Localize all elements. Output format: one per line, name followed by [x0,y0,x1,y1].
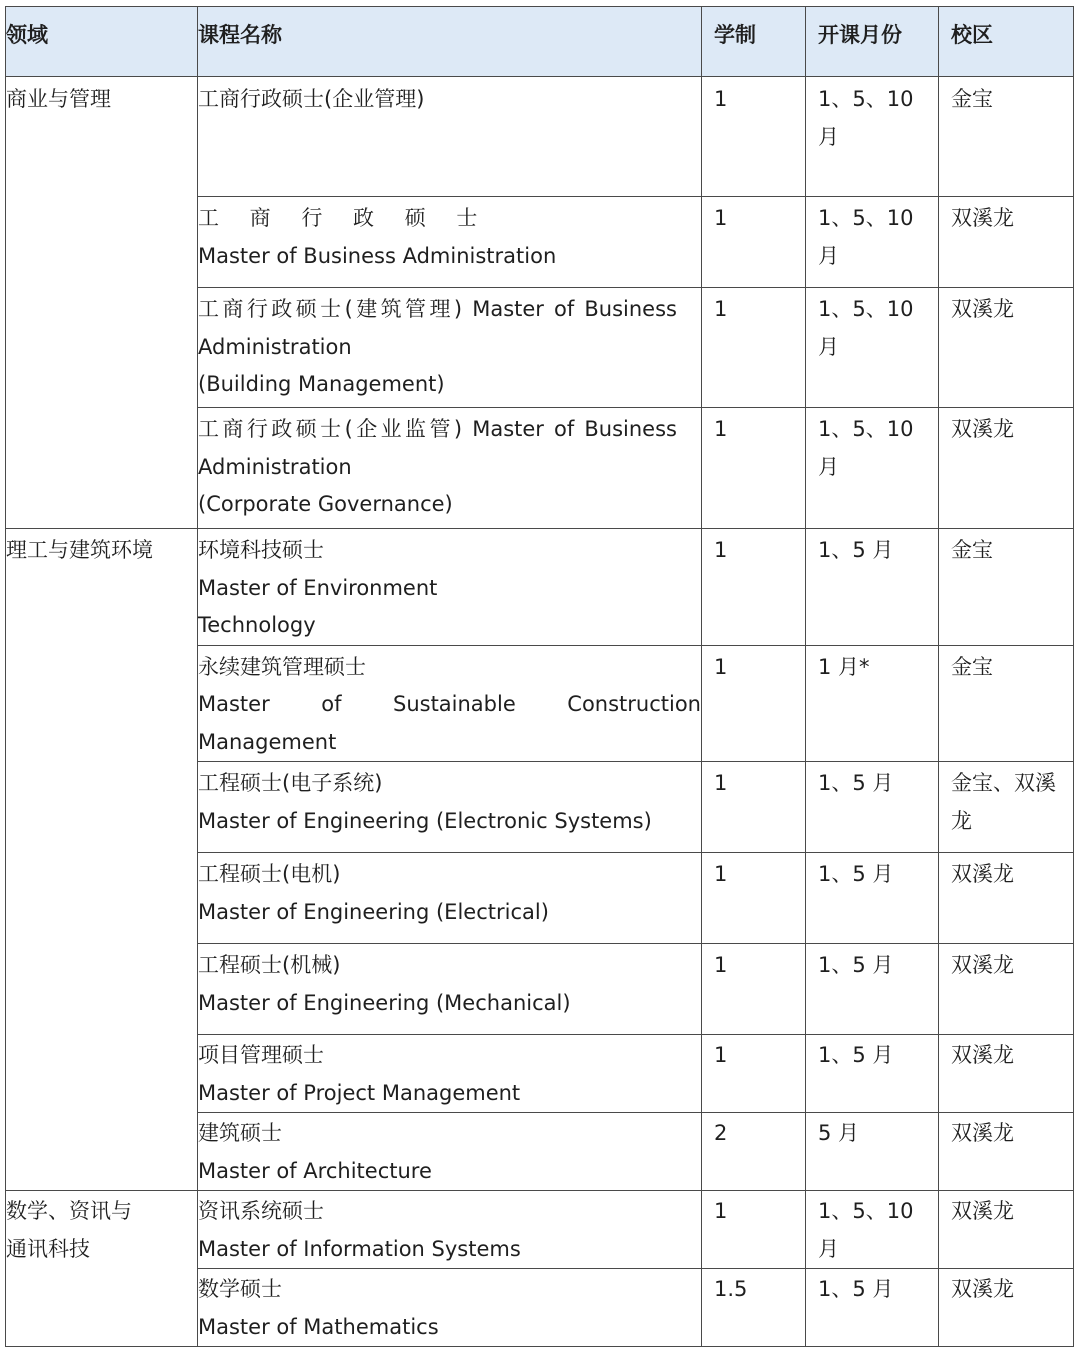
campus-cell: 双溪龙 [939,197,1074,288]
course-name-cell [198,197,702,288]
duration-cell: 1 [702,288,806,408]
course-name-en: Master of Mathematics [198,1314,439,1339]
course-name-en: Master of Environment [198,575,438,600]
campus-line: 金宝、双溪 [951,771,1056,795]
course-name-cell [198,1269,702,1347]
course-name-en: Master of Sustainable Construction [198,692,701,716]
course-name-cell [198,1113,702,1191]
course-name-cn: 工程硕士(机械) [198,953,341,977]
course-name-en: Administration [198,454,352,479]
campus-line: 龙 [951,808,972,833]
course-name-cell [198,944,702,1035]
course-name-cell [198,77,702,197]
duration-cell: 1 [702,408,806,529]
campus-cell: 金宝 [939,529,1074,646]
course-name-cell [198,762,702,853]
campus-cell: 双溪龙 [939,1113,1074,1191]
course-name-en: Master of Information Systems [198,1236,521,1261]
duration-cell: 1 [702,1191,806,1269]
duration-cell: 1 [702,529,806,646]
intake-cell: 1、5、10 月 [806,288,939,408]
course-name-cell [198,1035,702,1113]
field-label: 理工与建筑环境 [6,538,153,562]
course-name-cn: 工商行政硕士(建筑管理) Master of Business [198,297,677,321]
table-row [6,77,1074,197]
field-cell-business [6,77,198,529]
header-intake-month: 开课月份 [806,7,939,77]
course-name-cn: 资讯系统硕士 [198,1199,324,1223]
course-name-en-sub: Management [198,729,337,754]
campus-cell: 双溪龙 [939,853,1074,944]
course-name-cell [198,1191,702,1269]
intake-cell: 1、5、10 月 [806,408,939,529]
course-name-en: Administration [198,334,352,359]
course-name-en: Master of Business Administration [198,243,557,268]
table-row [6,1191,1074,1269]
duration-cell: 1 [702,197,806,288]
campus-cell: 金宝 [939,645,1074,762]
duration-cell: 1 [702,944,806,1035]
field-label: 通讯科技 [6,1236,90,1261]
course-name-cn: 环境科技硕士 [198,538,324,562]
course-name-cn: 工程硕士(电机) [198,862,341,886]
course-name-cn: 工商行政硕士(企业监管) Master of Business [198,417,677,441]
campus-cell: 金宝 [939,77,1074,197]
course-name-en-sub: Technology [198,613,316,637]
intake-cell: 5 月 [806,1113,939,1191]
duration-cell: 1 [702,645,806,762]
course-name-en-sub: (Building Management) [198,372,445,396]
header-row [6,7,1074,77]
duration-cell: 2 [702,1113,806,1191]
course-name-en-sub: (Corporate Governance) [198,492,453,516]
course-name-cn: 项目管理硕士 [198,1043,324,1067]
field-label: 数学、资讯与 [6,1199,132,1223]
campus-cell: 双溪龙 [939,944,1074,1035]
intake-cell: 1、5 月 [806,529,939,646]
intake-cell: 1、5 月 [806,1269,939,1347]
course-name-cn: 工程硕士(电子系统) [198,771,383,795]
duration-cell: 1 [702,853,806,944]
duration-cell: 1 [702,77,806,197]
intake-cell: 1、5、10 月 [806,1191,939,1269]
course-name-cell [198,853,702,944]
duration-cell: 1 [702,1035,806,1113]
duration-cell: 1.5 [702,1269,806,1347]
intake-cell: 1 月* [806,645,939,762]
course-name-cn: 工 商 行 政 硕 士 [198,206,490,230]
duration-cell: 1 [702,762,806,853]
course-name-en: Master of Engineering (Mechanical) [198,990,571,1015]
course-table [5,6,1074,1347]
course-name-cell [198,529,702,646]
intake-cell: 1、5 月 [806,853,939,944]
course-name-cn: 数学硕士 [198,1277,282,1301]
course-name-cell [198,288,702,408]
header-course-name: 课程名称 [198,7,702,77]
intake-cell: 1、5、10 月 [806,77,939,197]
course-name-en: Master of Engineering (Electrical) [198,899,549,924]
course-name-en: Master of Engineering (Electronic Systems) [198,808,652,833]
intake-cell: 1、5、10 月 [806,197,939,288]
campus-cell: 双溪龙 [939,288,1074,408]
campus-cell: 双溪龙 [939,1269,1074,1347]
table-row [6,529,1074,646]
course-name-cell [198,408,702,529]
intake-cell: 1、5 月 [806,762,939,853]
course-name-cn: 永续建筑管理硕士 [198,654,366,679]
intake-cell: 1、5 月 [806,944,939,1035]
header-field: 领域 [6,7,198,77]
campus-cell [939,762,1074,853]
course-name-en: Master of Architecture [198,1158,432,1183]
field-cell-engineering [6,529,198,1191]
course-name-cell [198,645,702,762]
campus-cell: 双溪龙 [939,1191,1074,1269]
field-cell-math-it [6,1191,198,1347]
campus-cell: 双溪龙 [939,1035,1074,1113]
intake-cell: 1、5 月 [806,1035,939,1113]
field-label: 商业与管理 [6,87,111,111]
course-name-cn: 工商行政硕士(企业管理) [198,87,425,111]
campus-cell: 双溪龙 [939,408,1074,529]
header-campus: 校区 [939,7,1074,77]
header-duration: 学制 [702,7,806,77]
course-name-cn: 建筑硕士 [198,1121,282,1145]
course-name-en: Master of Project Management [198,1080,521,1105]
